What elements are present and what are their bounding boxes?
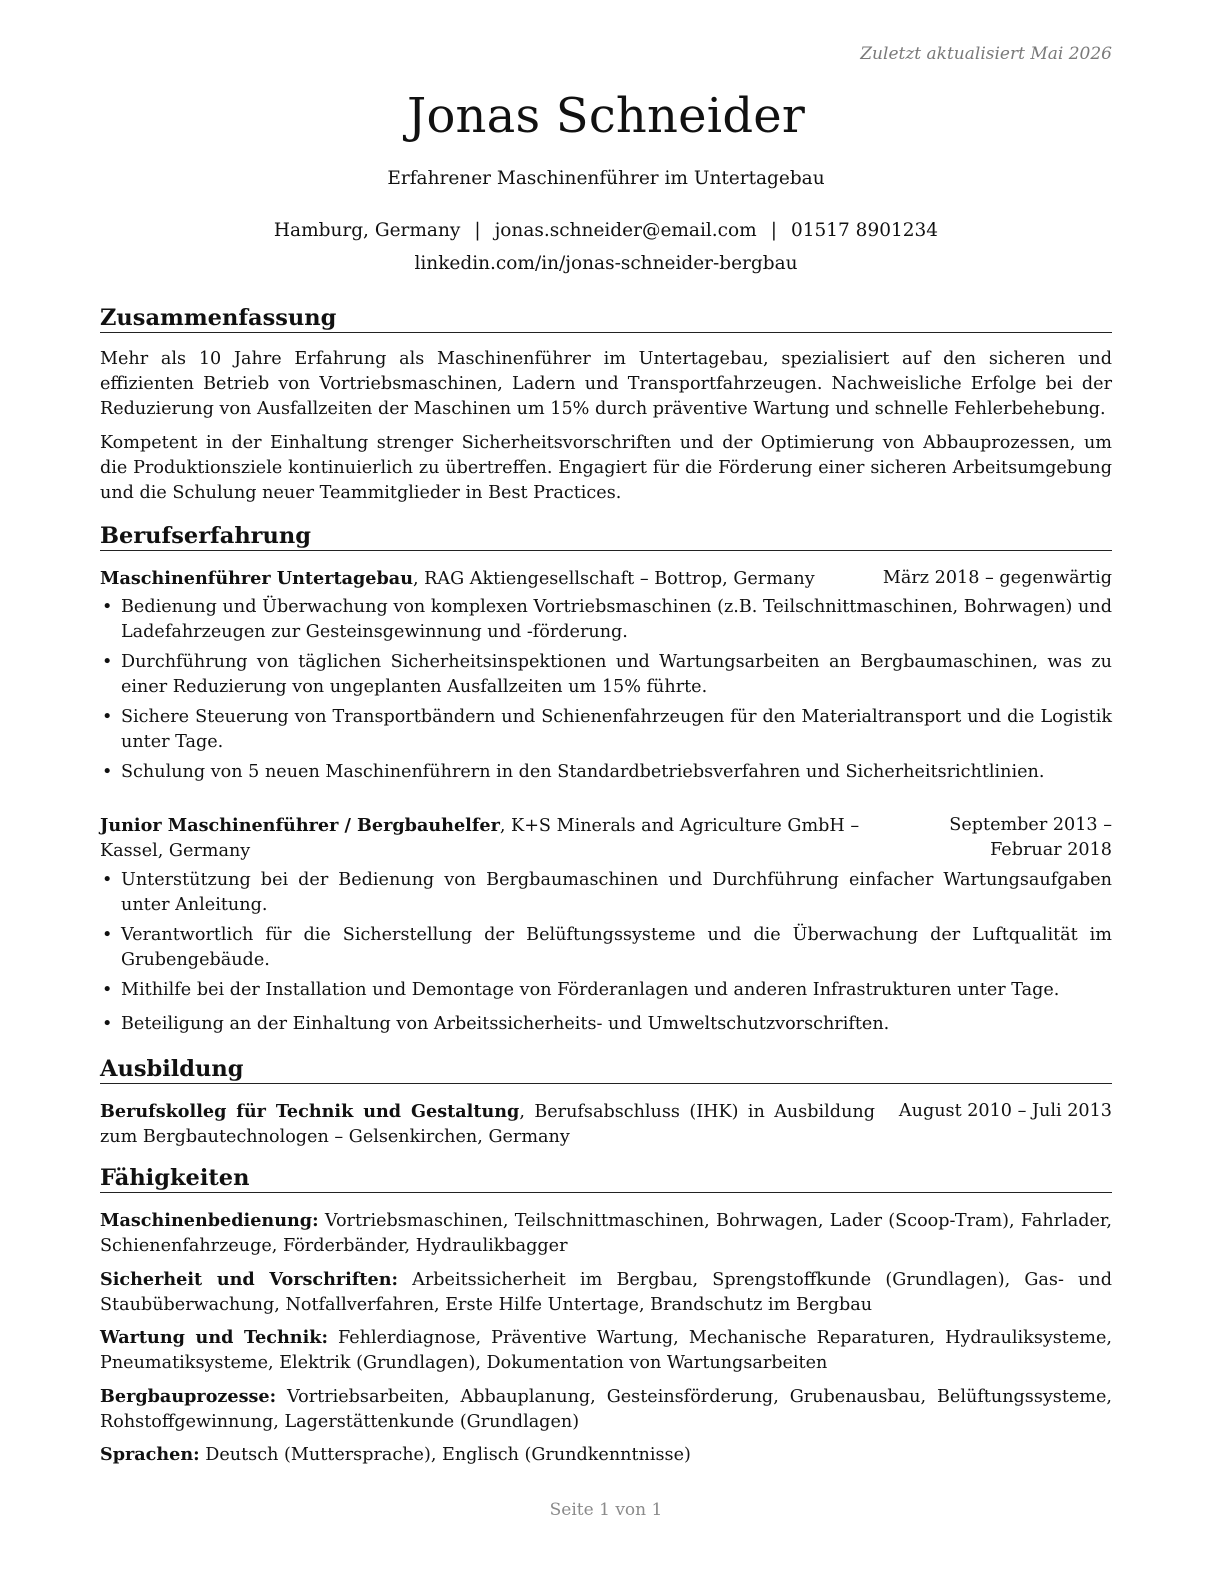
bullet-icon: • (102, 925, 113, 945)
bullet-icon: • (102, 707, 113, 727)
skill-label: Wartung und Technik: (100, 1327, 328, 1348)
contact-line (100, 220, 1112, 241)
job-header (100, 813, 1112, 864)
job-header (100, 566, 1112, 592)
skill-label: Sprachen: (100, 1444, 200, 1465)
job-bullets (100, 868, 1112, 1042)
education-detail-line (100, 1099, 875, 1150)
section-title-education: Ausbildung (100, 1055, 1112, 1084)
skill-text: Deutsch (Muttersprache), Englisch (Grundkenntnisse) (199, 1445, 691, 1465)
contact-linkedin[interactable]: linkedin.com/in/jonas-schneider-bergbau (414, 253, 798, 274)
bullet-icon: • (102, 652, 113, 672)
bullet-icon: • (102, 597, 113, 617)
job-company: , K+S Minerals and Agriculture GmbH – Kassel, Germany (100, 816, 860, 861)
job-role: Junior Maschinenführer / Bergbauhelfer (100, 815, 500, 836)
skill-row (100, 1442, 1112, 1468)
skill-text: Fehlerdiagnose, Präventive Wartung, Mechanische Reparaturen, Hydrauliksysteme, Pneumatiksysteme, Elektrik (Grundlagen), Dokumentation von Wartungsarbeiten (100, 1328, 1112, 1373)
skill-text: Arbeitssicherheit im Bergbau, Sprengstoffkunde (Grundlagen), Gas- und Staubüberwachung, Notfallverfahren, Erste Hilfe Untertage, Brandschutz im Bergbau (100, 1270, 1112, 1315)
section-title-experience: Berufserfahrung (100, 522, 1112, 551)
bullet-icon: • (102, 762, 113, 782)
job-dates: März 2018 – gegenwärtig (882, 568, 1112, 588)
summary-paragraph: Mehr als 10 Jahre Erfahrung als Maschinenführer im Untertagebau, spezialisiert auf den sicheren und effizienten Betrieb von Vortriebsmaschinen, Ladern und Transportfahrzeugen. Nachweisliche Erfolge bei der Reduzierung von Ausfallzeiten der Maschinen um 15% durch präventive Wartung und schnelle Fehlerbehebung. (100, 349, 1112, 419)
education-dates: August 2010 – Juli 2013 (898, 1101, 1112, 1121)
section-title-skills: Fähigkeiten (100, 1164, 1112, 1193)
summary-paragraph: Kompetent in der Einhaltung strenger Sicherheitsvorschriften und der Optimierung von Abbauprozessen, um die Produktionsziele kontinuierlich zu übertreffen. Engagiert für die Förderung einer sicheren Arbeitsumgebung und die Schulung neuer Teammitglieder in Best Practices. (100, 433, 1112, 503)
skill-row (100, 1384, 1112, 1435)
section-title-summary: Zusammenfassung (100, 304, 1112, 333)
candidate-name: Jonas Schneider (407, 88, 805, 144)
skill-row (100, 1325, 1112, 1376)
list-item: • Bedienung und Überwachung von komplexen Vortriebsmaschinen (z.B. Teilschnittmaschinen, Bohrwagen) und Ladefahrzeugen zur Gesteinsgewinnung und -förderung. (102, 597, 1112, 642)
contact-phone: 01517 8901234 (790, 220, 939, 241)
contact-separator: | (474, 220, 481, 241)
contact-separator: | (770, 220, 777, 241)
contact-email[interactable]: jonas.schneider@email.com (494, 220, 757, 241)
skill-text: Vortriebsarbeiten, Abbauplanung, Gesteinsförderung, Grubenausbau, Belüftungssysteme, Rohstoffgewinnung, Lagerstättenkunde (Grundlagen) (100, 1387, 1112, 1432)
list-item: • Durchführung von täglichen Sicherheitsinspektionen und Wartungsarbeiten an Bergbaumaschinen, was zu einer Reduzierung von ungeplanten Ausfallzeiten um 15% führte. (102, 652, 1112, 697)
education-detail: , Berufsabschluss (IHK) in Ausbildung zum Bergbautechnologen – Gelsenkirchen, Germany (100, 1102, 875, 1147)
contact-location: Hamburg, Germany (273, 220, 461, 241)
list-item: • Schulung von 5 neuen Maschinenführern in den Standardbetriebsverfahren und Sicherheitsrichtlinien. (100, 760, 1112, 785)
page-number: Seite 1 von 1 (549, 1500, 663, 1520)
education-entry (100, 1099, 1112, 1150)
skill-row (100, 1267, 1112, 1318)
skill-label: Sicherheit und Vorschriften: (100, 1269, 399, 1290)
education-school: Berufskolleg für Technik und Gestaltung (100, 1101, 520, 1122)
skill-label: Bergbauprozesse: (100, 1386, 277, 1407)
list-item: • Verantwortlich für die Sicherstellung der Belüftungssysteme und die Überwachung der Luftqualität im Grubengebäude. (102, 925, 1112, 970)
list-item: • Sichere Steuerung von Transportbändern und Schienenfahrzeugen für den Materialtransport und die Logistik unter Tage. (102, 707, 1112, 752)
list-item: • Mithilfe bei der Installation und Demontage von Förderanlagen und anderen Infrastrukturen unter Tage. (100, 978, 1112, 1003)
job-dates: September 2013 – Februar 2018 (949, 815, 1112, 860)
bullet-icon: • (102, 1014, 113, 1034)
skill-row (100, 1208, 1112, 1259)
list-item: • Unterstützung bei der Bedienung von Bergbaumaschinen und Durchführung einfacher Wartungsaufgaben unter Anleitung. (102, 870, 1112, 915)
job-company: , RAG Aktiengesellschaft – Bottrop, Germany (413, 569, 815, 589)
candidate-headline: Erfahrener Maschinenführer im Untertagebau (387, 168, 825, 189)
bullet-icon: • (102, 980, 113, 1000)
job-bullets (100, 595, 1112, 790)
job-title-line (100, 813, 890, 864)
bullet-icon: • (102, 870, 113, 890)
skill-label: Maschinenbedienung: (100, 1210, 319, 1231)
job-role: Maschinenführer Untertagebau (100, 568, 413, 589)
skill-text: Vortriebsmaschinen, Teilschnittmaschinen, Bohrwagen, Lader (Scoop-Tram), Fahrlader, Schienenfahrzeuge, Förderbänder, Hydraulikbagger (100, 1211, 1112, 1256)
last-updated-note: Zuletzt aktualisiert Mai 2026 (860, 44, 1112, 64)
list-item: • Beteiligung an der Einhaltung von Arbeitssicherheits- und Umweltschutzvorschriften. (100, 1012, 1112, 1037)
